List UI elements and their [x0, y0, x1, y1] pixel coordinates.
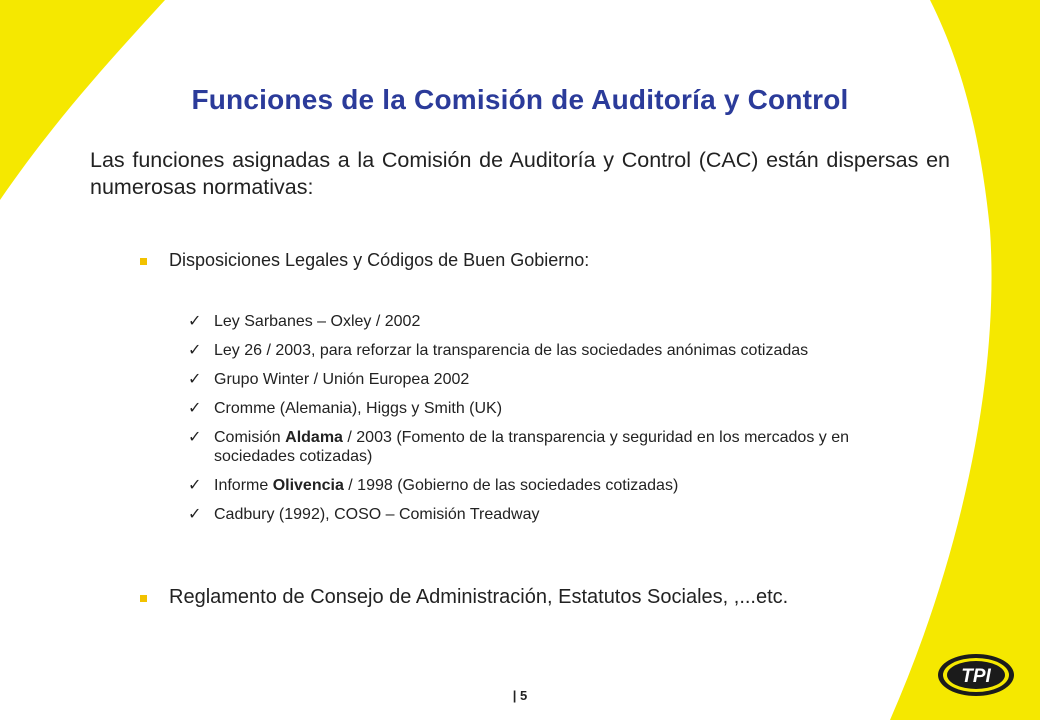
checkmark-icon: ✓ [188, 506, 202, 523]
square-bullet-icon [140, 258, 147, 265]
list-item [188, 428, 908, 466]
list-item [188, 341, 908, 360]
list-item-text: Grupo Winter / Unión Europea 2002 [214, 371, 470, 388]
list-item-text: Cadbury (1992), COSO – Comisión Treadway [214, 506, 540, 523]
list-item [188, 505, 908, 524]
checkmark-icon: ✓ [188, 371, 202, 388]
list-item [188, 476, 908, 495]
checkmark-icon: ✓ [188, 429, 202, 446]
checkmark-icon: ✓ [188, 313, 202, 330]
section-legal [140, 250, 589, 271]
checkmark-icon: ✓ [188, 400, 202, 417]
checkmark-icon: ✓ [188, 477, 202, 494]
intro-paragraph: Las funciones asignadas a la Comisión de Auditoría y Control (CAC) están dispersas en numerosas normativas: [90, 148, 950, 199]
list-item-text: Cromme (Alemania), Higgs y Smith (UK) [214, 400, 503, 417]
list-item-text: Ley 26 / 2003, para reforzar la transparencia de las sociedades anónimas cotizadas [214, 342, 809, 359]
list-item-text: Ley Sarbanes – Oxley / 2002 [214, 313, 421, 330]
section-regulations [140, 586, 788, 609]
list-item [188, 312, 908, 331]
list-item-text: Informe Olivencia / 1998 (Gobierno de las sociedades cotizadas) [214, 477, 679, 494]
tpi-logo [936, 652, 1016, 698]
section-label: Disposiciones Legales y Códigos de Buen Gobierno: [169, 250, 590, 270]
list-item [188, 399, 908, 418]
svg-text:TPI: TPI [961, 666, 991, 687]
section-label: Reglamento de Consejo de Administración, Estatutos Sociales, ,...etc. [169, 586, 789, 608]
list-item [188, 370, 908, 389]
list-item-text: Comisión Aldama / 2003 (Fomento de la transparencia y seguridad en los mercados y en sociedades cotizadas) [214, 429, 849, 465]
checkmark-icon: ✓ [188, 342, 202, 359]
regulation-list [188, 312, 908, 534]
page-title: Funciones de la Comisión de Auditoría y Control [191, 84, 849, 115]
page-number: | 5 [512, 688, 528, 703]
square-bullet-icon [140, 595, 147, 602]
